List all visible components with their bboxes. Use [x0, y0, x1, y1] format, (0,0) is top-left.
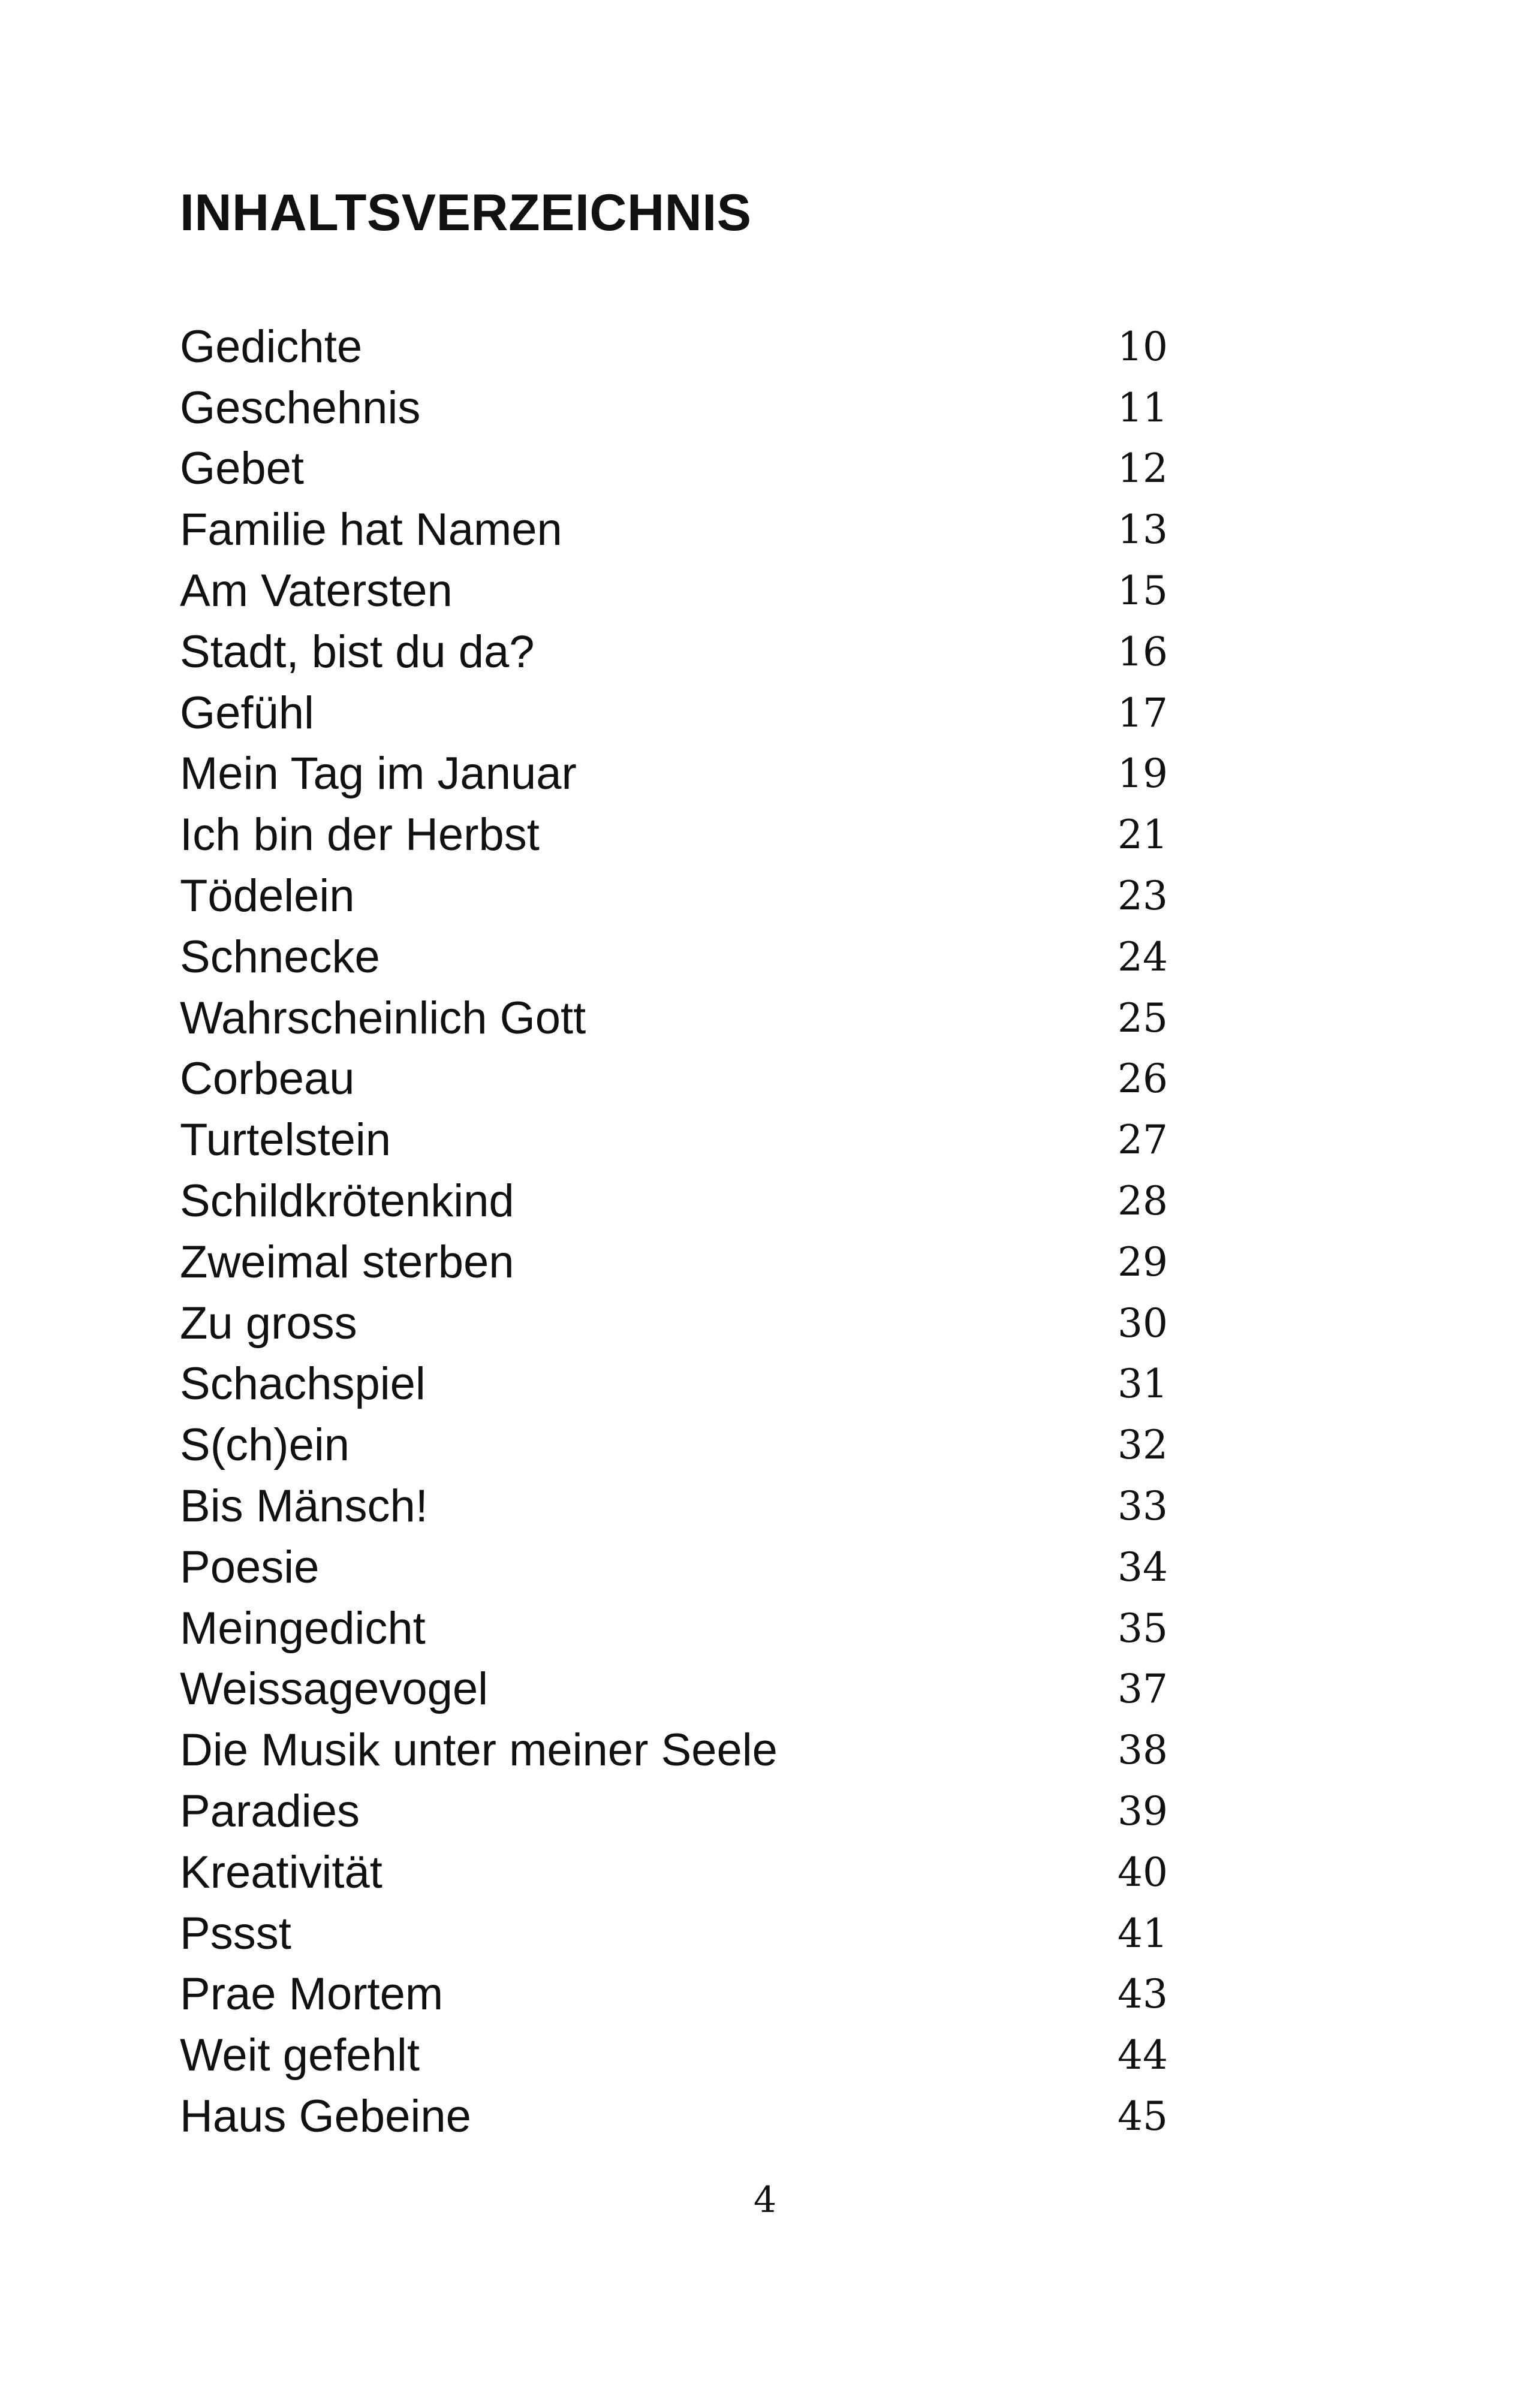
toc-entry-page-number: 25: [1118, 994, 1168, 1041]
toc-entry: [180, 1232, 1168, 1293]
toc-entry-page-number: 43: [1118, 1971, 1168, 2018]
toc-entry-title: Turtelstein: [180, 1114, 391, 1166]
toc-entry-page-number: 38: [1118, 1727, 1168, 1774]
toc-entry: [180, 622, 1168, 683]
toc-entry-title: Gedichte: [180, 321, 363, 372]
toc-entry-page-number: 45: [1118, 2093, 1168, 2139]
toc-entry-title: Zweimal sterben: [180, 1236, 514, 1288]
toc-entry: [180, 499, 1168, 560]
toc-entry-title: Ich bin der Herbst: [180, 809, 540, 861]
toc-entry-title: Corbeau: [180, 1053, 355, 1105]
toc-entry-page-number: 15: [1118, 568, 1168, 614]
toc-entry-title: Paradies: [180, 1786, 360, 1837]
toc-entry-page-number: 21: [1118, 812, 1168, 858]
toc-entry-title: Stadt, bist du da?: [180, 626, 535, 677]
toc-entry-title: Gebet: [180, 443, 305, 495]
toc-entry: [180, 1659, 1168, 1720]
toc-entry-title: Mein Tag im Januar: [180, 748, 577, 800]
toc-entry: [180, 1598, 1168, 1659]
toc-entry-title: Zu gross: [180, 1297, 357, 1349]
toc-entry: [180, 1354, 1168, 1415]
toc-entry-page-number: 41: [1118, 1910, 1168, 1957]
toc-entry-page-number: 16: [1118, 628, 1168, 675]
toc-entry-title: Geschehnis: [180, 382, 421, 433]
toc-entry: [180, 744, 1168, 805]
toc-entry-page-number: 13: [1118, 507, 1168, 553]
toc-entry-title: Die Musik unter meiner Seele: [180, 1725, 778, 1776]
toc-entry-page-number: 35: [1118, 1605, 1168, 1651]
toc-entry-page-number: 27: [1118, 1117, 1168, 1164]
toc-entry-title: Meingedicht: [180, 1602, 426, 1654]
toc-entry: [180, 683, 1168, 744]
toc-entry-page-number: 37: [1118, 1666, 1168, 1713]
toc-entry: [180, 1171, 1168, 1232]
toc-entry: [180, 2025, 1168, 2086]
toc-entry-page-number: 24: [1118, 933, 1168, 980]
toc-entry: [180, 1110, 1168, 1171]
toc-entry: [180, 1537, 1168, 1598]
page-number: 4: [753, 2179, 777, 2221]
toc-entry: [180, 804, 1168, 866]
toc-entry-title: Familie hat Namen: [180, 504, 562, 556]
toc-entry: [180, 439, 1168, 500]
toc-entry-page-number: 30: [1118, 1300, 1168, 1346]
toc-entry-title: Prae Mortem: [180, 1969, 444, 2020]
toc-entry: [180, 1049, 1168, 1110]
toc-entry-title: Bis Mänsch!: [180, 1481, 428, 1532]
toc-entry-page-number: 10: [1118, 323, 1168, 370]
toc-entry: [180, 317, 1168, 378]
toc-entry-title: Schachspiel: [180, 1358, 426, 1410]
toc-entry: [180, 1781, 1168, 1842]
toc-entry-page-number: 28: [1118, 1178, 1168, 1225]
toc-entry: [180, 1293, 1168, 1354]
toc-entry-title: Wahrscheinlich Gott: [180, 992, 586, 1044]
toc-entry-title: Schnecke: [180, 931, 380, 983]
toc-entry: [180, 2086, 1168, 2147]
toc-entry-title: Gefühl: [180, 687, 314, 739]
toc-entry-title: Tödelein: [180, 870, 355, 922]
toc-entry: [180, 1415, 1168, 1476]
toc-entry-page-number: 11: [1118, 384, 1168, 431]
toc-entry-title: Weissagevogel: [180, 1663, 489, 1715]
toc-entry: [180, 1964, 1168, 2026]
toc-entry: [180, 378, 1168, 439]
toc-entry: [180, 927, 1168, 988]
toc-entry-page-number: 12: [1118, 445, 1168, 492]
table-of-contents: [180, 317, 1168, 2147]
toc-entry-page-number: 40: [1118, 1849, 1168, 1895]
toc-entry-title: S(ch)ein: [180, 1420, 350, 1471]
toc-entry-page-number: 33: [1118, 1483, 1168, 1530]
toc-entry: [180, 1720, 1168, 1781]
toc-entry-page-number: 32: [1118, 1422, 1168, 1469]
toc-entry: [180, 1842, 1168, 1903]
toc-entry: [180, 1476, 1168, 1537]
toc-entry-page-number: 26: [1118, 1056, 1168, 1102]
page-title: INHALTSVERZEICHNIS: [180, 184, 752, 242]
toc-entry-page-number: 23: [1118, 873, 1168, 920]
toc-entry-title: Am Vatersten: [180, 565, 453, 617]
toc-entry-title: Schildkrötenkind: [180, 1176, 514, 1227]
toc-entry: [180, 560, 1168, 622]
toc-entry: [180, 866, 1168, 927]
toc-entry-page-number: 29: [1118, 1238, 1168, 1285]
toc-entry-title: Poesie: [180, 1541, 320, 1593]
toc-entry: [180, 988, 1168, 1049]
toc-entry-title: Weit gefehlt: [180, 2030, 420, 2081]
toc-entry-title: Kreativität: [180, 1846, 382, 1898]
toc-entry-page-number: 44: [1118, 2032, 1168, 2079]
toc-entry: [180, 1903, 1168, 1964]
toc-entry-page-number: 39: [1118, 1788, 1168, 1835]
toc-entry-title: Haus Gebeine: [180, 2091, 471, 2142]
toc-entry-page-number: 17: [1118, 689, 1168, 736]
toc-entry-page-number: 31: [1118, 1361, 1168, 1408]
toc-entry-page-number: 34: [1118, 1544, 1168, 1590]
toc-entry-page-number: 19: [1118, 751, 1168, 797]
toc-entry-title: Pssst: [180, 1907, 291, 1959]
